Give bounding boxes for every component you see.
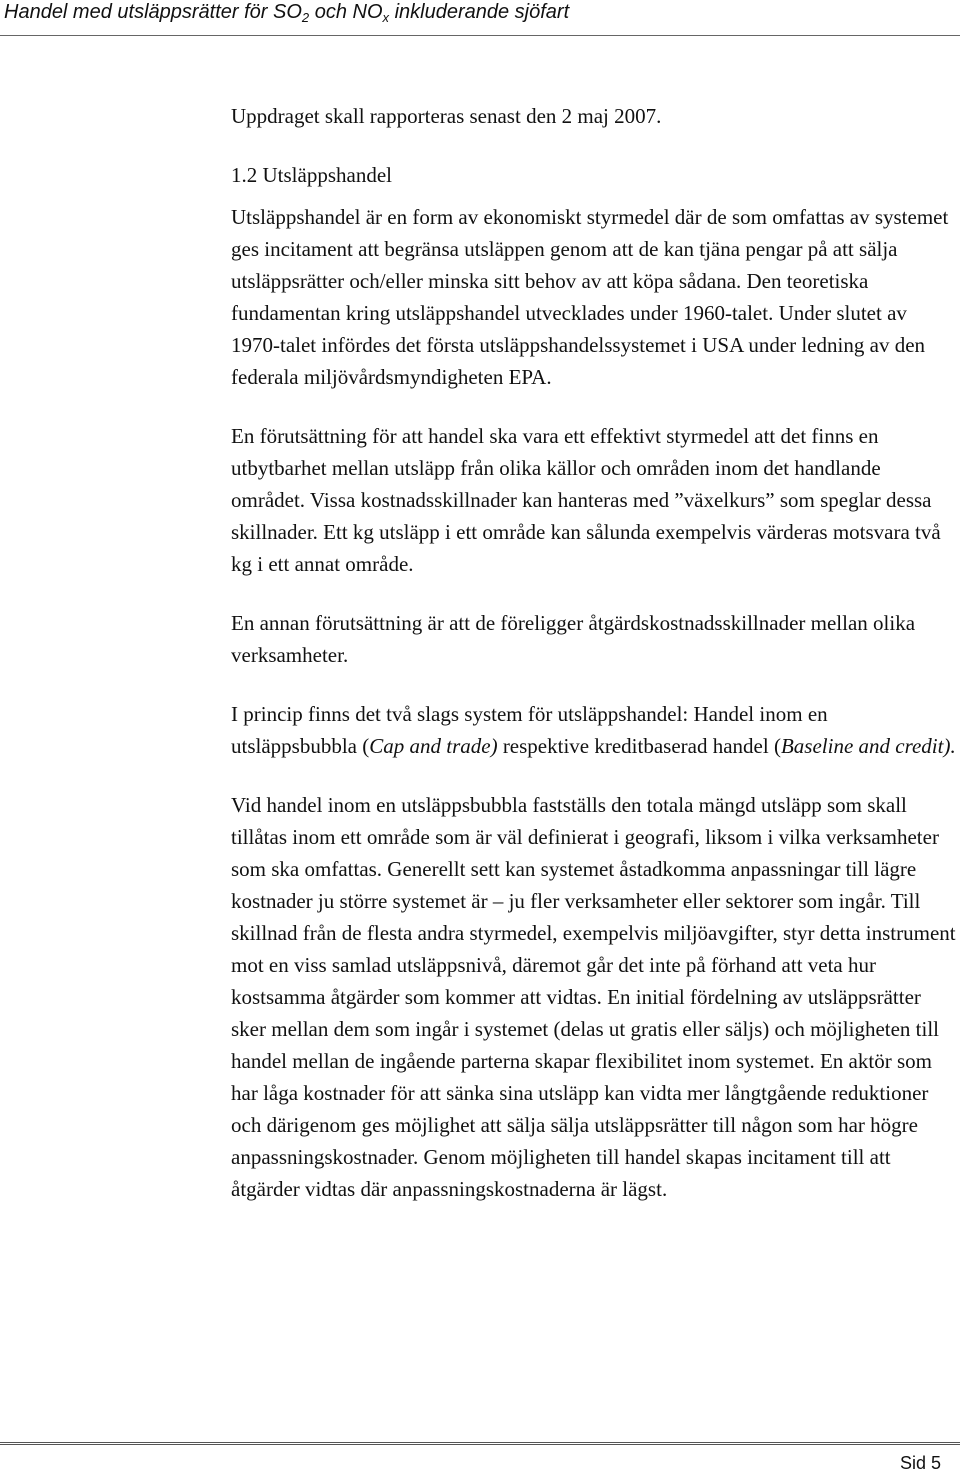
paragraph-prerequisite: En förutsättning för att handel ska vara ett effektivt styrmedel att det finns en utbytbarhet mellan utsläpp från olika källor och områden inom det handlande området. Vissa kostnadsskillnader kan hanteras med ”växelkurs” som speglar dessa skillnader. Ett kg utsläpp i ett område kan sålunda exempelvis värderas motsvara två kg i ett annat område. xyxy=(231,424,941,576)
running-header xyxy=(4,0,956,30)
paragraph-system-types xyxy=(231,698,956,762)
system-types-text-b: respektive kreditbaserad handel ( xyxy=(497,734,781,758)
paragraph-definition: Utsläppshandel är en form av ekonomiskt styrmedel där de som omfattas av systemet ges incitament att begränsa utsläppen genom att de kan tjäna pengar på att sälja utsläppsrätter och/eller minska sitt behov av att köpa sådana. Den teoretiska fundamentan kring utsläppshandel utvecklades under 1960-talet. Under slutet av 1970-talet infördes det första utsläppshandelssystemet i USA under ledning av den federala miljövårdsmyndigheten EPA. xyxy=(231,205,949,389)
section-heading: 1.2 Utsläppshandel xyxy=(231,163,392,187)
page-body xyxy=(231,100,956,1232)
page-number: Sid 5 xyxy=(899,1453,941,1473)
cap-and-trade-term: Cap and trade) xyxy=(369,734,498,758)
header-no-subscript: x xyxy=(382,10,390,25)
header-title-part3: inkluderande sjöfart xyxy=(389,1,570,23)
footer-divider xyxy=(0,1442,960,1445)
deadline-sentence: Uppdraget skall rapporteras senast den 2 maj 2007. xyxy=(231,104,662,128)
system-types-text-a: I princip finns det två slags system för utsläppshandel: Handel inom en utsläppsbubbla ( xyxy=(231,702,828,758)
paragraph-cost-differences: En annan förutsättning är att de föreligger åtgärdskostnadsskillnader mellan olika verksamheter. xyxy=(231,611,916,667)
header-title-part2: och NO xyxy=(309,1,383,23)
header-divider xyxy=(0,35,960,36)
header-so-subscript: 2 xyxy=(301,10,310,25)
header-title-part1: Handel med utsläppsrätter för SO xyxy=(4,1,302,23)
paragraph-bubble-trading: Vid handel inom en utsläppsbubbla fastställs den totala mängd utsläpp som skall tillåtas inom ett område som är väl definierat i geografi, liksom i vilka verksamheter som ska omfattas. Generellt sett kan systemet åstadkomma anpassningar till lägre kostnader ju större systemet är – ju fler verksamheter eller sektorer som ingår. Till skillnad från de flesta andra styrmedel, exempelvis miljöavgifter, styr detta instrument mot en viss samlad utsläppsnivå, däremot går det inte på förhand att veta hur kostsamma åtgärder som kommer att vidtas. En initial fördelning av utsläppsrätter sker mellan dem som ingår i systemet (delas ut gratis eller säljs) och möjligheten till handel mellan de ingående parterna skapar flexibilitet inom systemet. En aktör som har låga kostnader för att sänka sina utsläpp kan vidta mer långtgående reduktioner och därigenom ges möjlighet att sälja sälja utsläppsrätter till någon som har högre anpassningskostnader. Genom möjligheten till handel skapas incitament till att åtgärder vidtas där anpassningskostnaderna är lägst. xyxy=(231,793,956,1201)
baseline-and-credit-term: Baseline and credit). xyxy=(780,734,956,758)
